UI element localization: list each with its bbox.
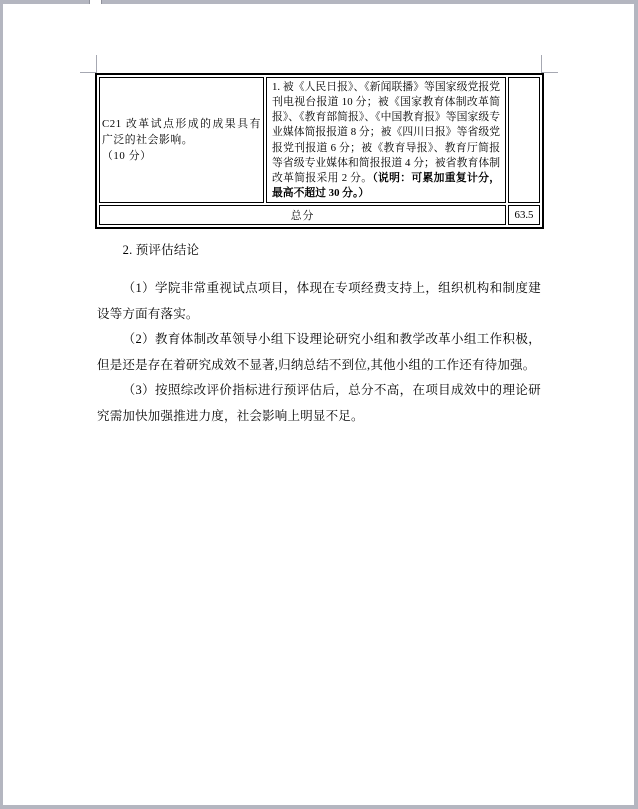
total-label: 总分 [99, 205, 506, 225]
scoring-rule-cell [266, 77, 506, 203]
conclusion-paragraph-1: （1）学院非常重视试点项目，体现在专项经费支持上，组织机构和制度建设等方面有落实。 [97, 281, 541, 321]
margin-mark-top-left-vertical [96, 55, 97, 72]
table-row-criterion-c21 [99, 77, 540, 203]
conclusion-paragraphs [97, 276, 541, 429]
conclusion-paragraph-3: （3）按照综改评价指标进行预评估后，总分不高，在项目成效中的理论研究需加快加强推进力度，社会影响上明显不足。 [97, 383, 541, 423]
table-row-total [99, 205, 540, 225]
margin-mark-top-right-vertical [541, 55, 542, 72]
conclusion-paragraph-2: （2）教育体制改革领导小组下设理论研究小组和教学改革小组工作积极，但是还是存在着研究成效不显著,归纳总结不到位,其他小组的工作还有待加强。 [97, 332, 541, 372]
document-page [3, 4, 634, 805]
total-score-value: 63.5 [508, 205, 540, 225]
scoring-rule-text: 1. 被《人民日报》、《新闻联播》等国家级党报党刊电视台报道 10 分；被《国家教育体制改革简报》、《教育部简报》、《中国教育报》等国家级专业媒体简报报道 8 分；被《四川日报》等省级党报党刊报道 6 分；被《教育导报》、教育厅简报等省级专业媒体和简报报道 4 分；被省教育体制改革简报采用 2 分。 [272, 81, 500, 184]
section-heading: 2. 预评估结论 [122, 243, 200, 257]
criterion-points: （10 分） [102, 150, 152, 163]
score-cell-empty [508, 77, 540, 203]
criterion-text: C21 改革试点形成的成果具有广泛的社会影响。 [102, 117, 261, 147]
criterion-cell [99, 77, 264, 203]
scoring-rule-note: （说明：可累加重复计分，最高不超过 30 分。） [272, 171, 500, 200]
section-heading-container [97, 238, 541, 264]
evaluation-score-table [95, 73, 544, 229]
